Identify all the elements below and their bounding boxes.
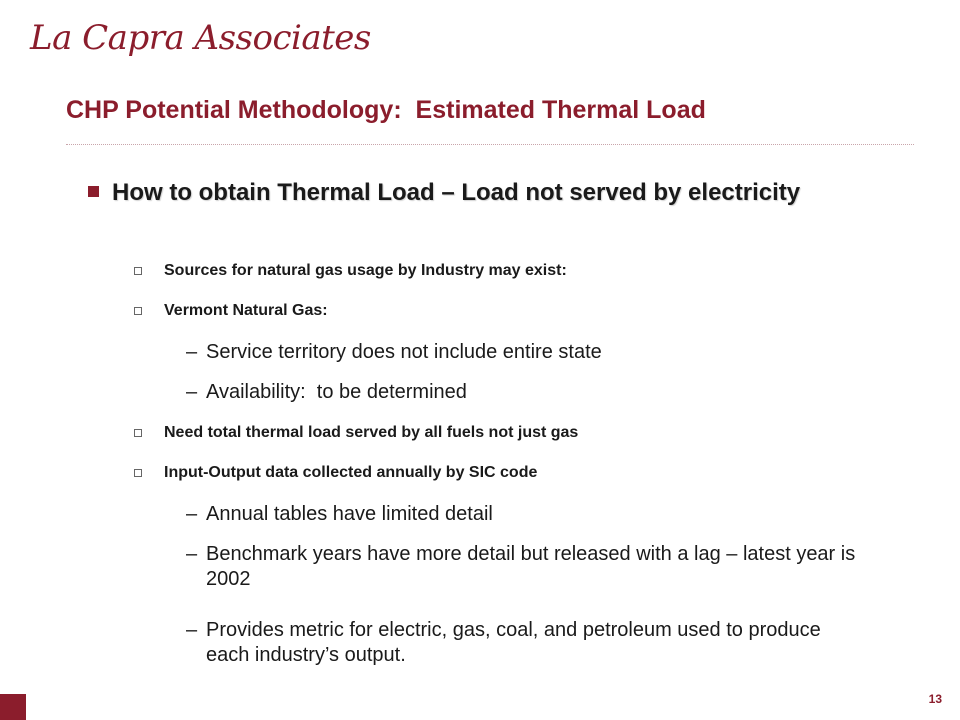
main-bullet-text: How to obtain Thermal Load – Load not served by electricity <box>112 179 801 206</box>
dash-item-text: Annual tables have limited detail <box>206 503 493 525</box>
sub-bullet-text: Input-Output data collected annually by SIC code <box>164 464 538 481</box>
hollow-square-bullet-icon <box>134 267 142 275</box>
dash-bullet-icon: – <box>186 381 198 403</box>
hollow-square-bullet-icon <box>134 469 142 477</box>
sub-bullet-thermal <box>134 424 874 442</box>
sub-bullet-sources <box>134 262 874 280</box>
dash-item-availability <box>186 380 866 405</box>
sub-bullet-text: Vermont Natural Gas: <box>164 302 328 319</box>
main-bullet <box>88 178 848 208</box>
sub-bullet-text: Sources for natural gas usage by Industry may exist: <box>164 262 567 279</box>
dash-bullet-icon: – <box>186 341 198 363</box>
slide-title: CHP Potential Methodology: Estimated Thermal Load <box>66 96 706 124</box>
dash-item-text: Provides metric for electric, gas, coal, and petroleum used to produce each industry’s output. <box>206 619 821 666</box>
dash-bullet-icon: – <box>186 503 198 525</box>
hollow-square-bullet-icon <box>134 307 142 315</box>
dash-bullet-icon: – <box>186 619 198 641</box>
sub-bullet-input-output <box>134 464 874 482</box>
square-bullet-icon <box>88 186 99 197</box>
dash-item-service-territory <box>186 340 866 365</box>
title-divider <box>66 144 914 145</box>
dash-item-text: Benchmark years have more detail but released with a lag – latest year is 2002 <box>206 543 856 590</box>
footer-accent-box <box>0 694 26 720</box>
dash-item-text: Service territory does not include entire state <box>206 341 602 363</box>
dash-item-annual-tables <box>186 502 866 527</box>
dash-item-benchmark-years <box>186 542 866 592</box>
page-number: 13 <box>928 692 942 706</box>
dash-bullet-icon: – <box>186 543 198 565</box>
dash-item-provides-metric <box>186 618 866 668</box>
company-logo: La Capra Associates <box>30 18 371 58</box>
hollow-square-bullet-icon <box>134 429 142 437</box>
sub-bullet-vermont <box>134 302 874 320</box>
sub-bullet-text: Need total thermal load served by all fuels not just gas <box>164 424 579 441</box>
dash-item-text: Availability: to be determined <box>206 381 467 403</box>
